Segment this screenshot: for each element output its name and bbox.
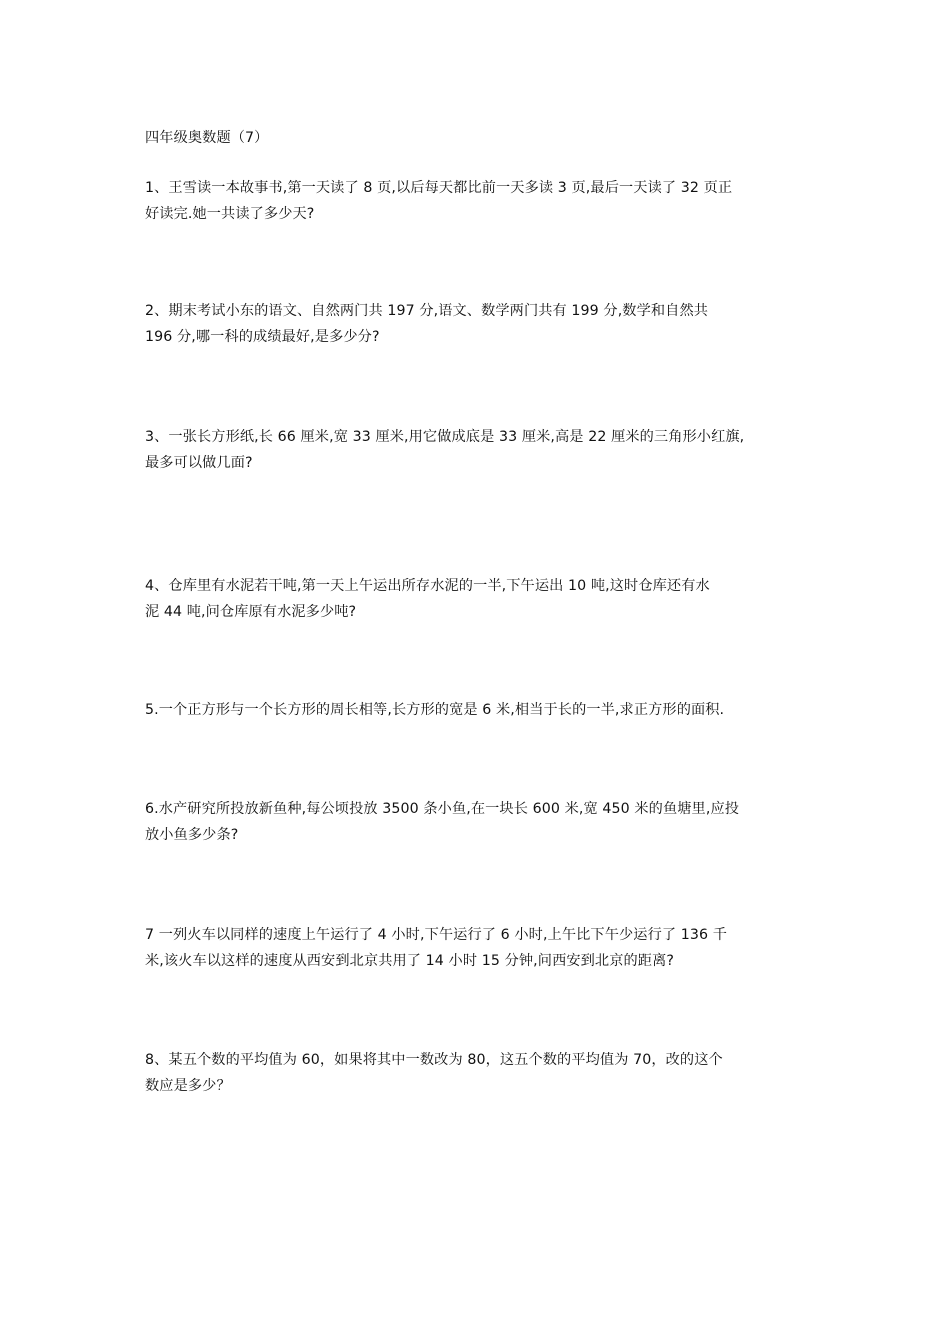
question-line: 3、一张长方形纸,长 66 厘米,宽 33 厘米,用它做成底是 33 厘米,高是 22 厘米的三角形小红旗,: [145, 429, 745, 445]
question-7: [145, 922, 817, 974]
question-line: 最多可以做几面?: [145, 455, 253, 471]
question-line: 8、某五个数的平均值为 60，如果将其中一数改为 80，这五个数的平均值为 70，改的这个: [145, 1052, 723, 1068]
question-line: 数应是多少？: [145, 1078, 231, 1094]
question-line: 米,该火车以这样的速度从西安到北京共用了 14 小时 15 分钟,问西安到北京的距离?: [145, 953, 674, 969]
question-line: 2、期末考试小东的语文、自然两门共 197 分,语文、数学两门共有 199 分,数学和自然共: [145, 303, 709, 319]
question-line: 196 分,哪一科的成绩最好,是多少分?: [145, 329, 380, 345]
question-6: [145, 796, 817, 848]
question-1: [145, 175, 817, 227]
question-line: 5.一个正方形与一个长方形的周长相等,长方形的宽是 6 米,相当于长的一半,求正方形的面积.: [145, 702, 725, 718]
question-5: [145, 697, 817, 723]
question-line: 泥 44 吨,问仓库原有水泥多少吨?: [145, 604, 357, 620]
question-line: 1、王雪读一本故事书,第一天读了 8 页,以后每天都比前一天多读 3 页,最后一天读了 32 页正: [145, 180, 733, 196]
question-8: [145, 1047, 817, 1099]
question-line: 放小鱼多少条?: [145, 827, 239, 843]
question-line: 4、仓库里有水泥若干吨,第一天上午运出所存水泥的一半,下午运出 10 吨,这时仓库还有水: [145, 578, 710, 594]
question-2: [145, 298, 817, 350]
question-4: [145, 573, 817, 625]
question-3: [145, 424, 817, 476]
question-line: 好读完.她一共读了多少天?: [145, 206, 315, 222]
document-title: 四年级奥数题（7）: [145, 130, 269, 146]
question-line: 6.水产研究所投放新鱼种,每公顷投放 3500 条小鱼,在一块长 600 米,宽 450 米的鱼塘里,应投: [145, 801, 740, 817]
question-line: 7 一列火车以同样的速度上午运行了 4 小时,下午运行了 6 小时,上午比下午少运行了 136 千: [145, 927, 728, 943]
